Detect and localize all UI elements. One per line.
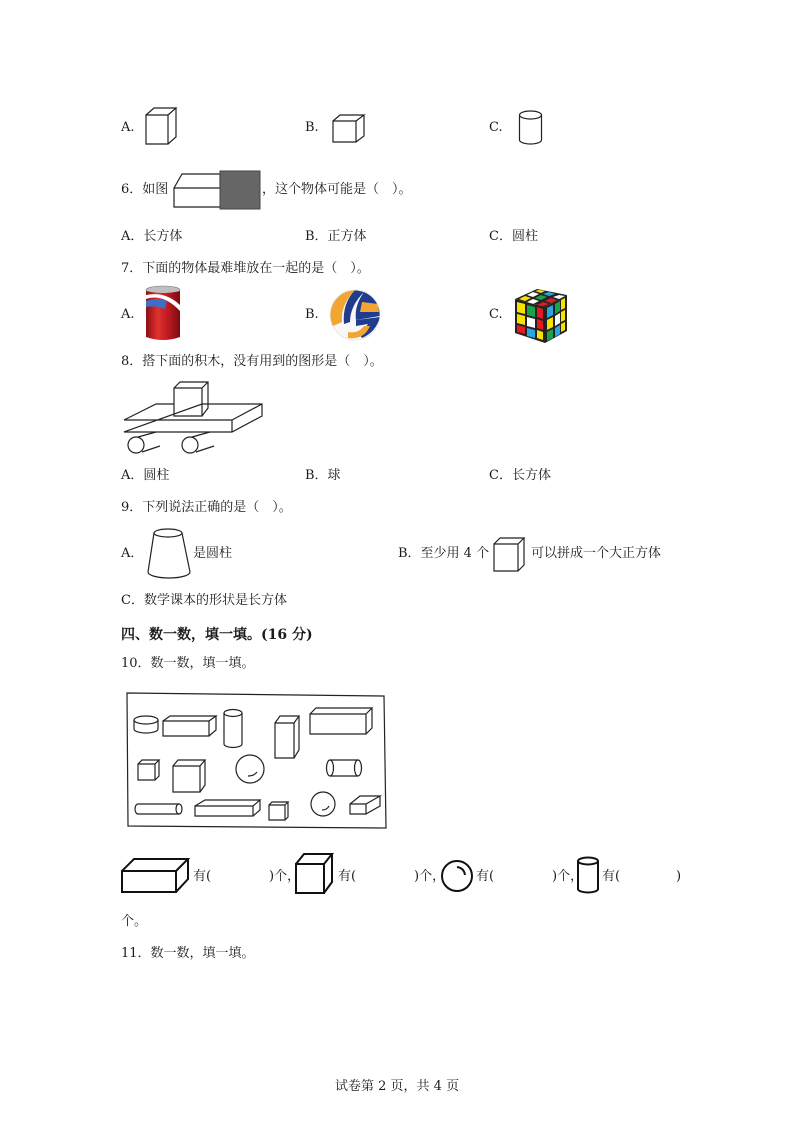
page-footer: 试卷第 2 页，共 4 页 [335, 1079, 460, 1094]
block-vehicle-figure [120, 380, 270, 458]
q9-option-b-suffix: 可以拼成一个大正方体 [531, 546, 662, 561]
q6-option-c: C．圆柱 [489, 229, 538, 244]
q10-cylinder-after: ) [676, 869, 682, 884]
q10-cylinder-answer-blank[interactable] [624, 869, 674, 885]
q10-cube-before: 有( [338, 869, 357, 884]
q9-option-a-suffix: 是圆柱 [193, 546, 233, 561]
q10-sphere-before: 有( [476, 869, 495, 884]
q9-question: 9．下列说法正确的是（ ）。 [121, 500, 292, 515]
q10-tail: 个。 [121, 914, 148, 929]
cube-icon [332, 114, 366, 144]
q7-question: 7．下面的物体最难堆放在一起的是（ ）。 [121, 261, 370, 276]
cube-icon [492, 536, 528, 574]
q8-option-c: C．长方体 [489, 468, 551, 483]
soda-can-icon [143, 285, 183, 343]
tall-cuboid-icon [144, 107, 180, 147]
q10-cube-answer-blank[interactable] [360, 869, 412, 885]
q6-option-a: A．长方体 [121, 229, 183, 244]
q5-option-b-letter: B. [305, 120, 319, 135]
q10-cylinder-before: 有( [602, 869, 621, 884]
cylinder-icon [576, 856, 602, 896]
q7-option-a-letter: A. [121, 307, 135, 322]
q8-option-b: B．球 [305, 468, 341, 483]
frustum-cup-icon [146, 527, 194, 581]
q11-question: 11．数一数，填一填。 [121, 946, 255, 961]
q9-option-b-prefix: B．至少用 4 个 [398, 546, 490, 561]
q10-question: 10．数一数，填一填。 [121, 656, 255, 671]
q10-sphere-answer-blank[interactable] [498, 869, 550, 885]
q7-option-b-letter: B. [305, 307, 319, 322]
q9-option-c: C．数学课本的形状是长方体 [121, 593, 287, 608]
q5-option-c-letter: C. [489, 120, 503, 135]
cube-icon [294, 852, 336, 896]
q6-prefix: 6．如图 [121, 182, 169, 197]
q8-question: 8．搭下面的积木，没有用到的图形是（ ）。 [121, 354, 383, 369]
volleyball-icon [328, 288, 382, 342]
q10-cuboid-before: 有( [193, 869, 212, 884]
q9-option-a-prefix: A． [121, 546, 144, 561]
q7-option-c-letter: C. [489, 307, 503, 322]
q10-cuboid-after: )个， [269, 869, 301, 884]
q10-cuboid-answer-blank[interactable] [216, 869, 266, 885]
cuboid-icon [120, 857, 192, 895]
q6-suffix: ，这个物体可能是（ ）。 [262, 182, 412, 197]
q5-option-a-letter: A. [121, 120, 135, 135]
q8-option-a: A．圆柱 [121, 468, 170, 483]
section-4-heading: 四、数一数，填一填。(16 分) [121, 627, 313, 643]
cylinder-icon [518, 110, 544, 146]
q10-cube-after: )个， [414, 869, 446, 884]
eraser-figure [172, 170, 264, 212]
q6-option-b: B．正方体 [305, 229, 367, 244]
rubiks-cube-icon [511, 287, 569, 345]
q10-sphere-after: )个， [552, 869, 584, 884]
shapes-counting-figure [126, 692, 388, 832]
sphere-icon [439, 858, 475, 894]
